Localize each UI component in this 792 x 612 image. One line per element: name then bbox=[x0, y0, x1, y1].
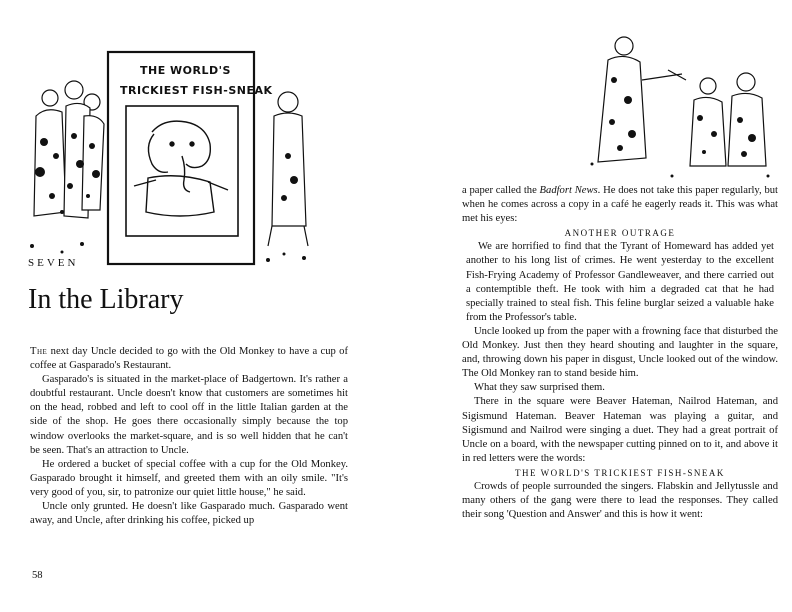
chapter-title: In the Library bbox=[28, 284, 184, 315]
paragraph: Crowds of people surrounded the singers. Flabskin and Jellytussle and many others of the gang were there to lead the responses. They called their song 'Question and Answer' and this is how it went: bbox=[462, 480, 778, 521]
chapter-illustration bbox=[22, 46, 334, 272]
paragraph: We are horrified to find that the Tyrant of Homeward has added yet another to his long list of crimes. He went yesterday to the excellent Fish-Frying Academy of Professor Gandleweaver, and there carried out a contemptible theft. He took with him a degraded cat that he had specially trained to steal fish. This feline burglar seized a valuable hake from the Professor's table. bbox=[466, 241, 774, 323]
left-body-text bbox=[30, 345, 348, 528]
paragraph: Uncle only grunted. He doesn't like Gasparado much. Gasparado went away, and Uncle, after drinking his coffee, picked up bbox=[30, 501, 348, 527]
paragraph: Gasparado's is situated in the market-place of Badgertown. It's rather a doubtful restaurant. Uncle doesn't know that customers are sometimes hit on the head, robbed and left to cool off in the little Italian garden at the side of the shop. He goes there occasionally simply because the top window overlooks the market-square, and is so well hidden that he can't be seen. That's an attraction to Uncle. bbox=[30, 374, 348, 456]
paragraph: Uncle looked up from the paper with a frowning face that disturbed the Old Monkey. Just then they heard shouting and laughter in the square, and, throwing down his paper in disgust, Uncle looked out of the window. The Old Monkey ran to stand beside him. bbox=[462, 325, 778, 380]
paragraph: He ordered a bucket of special coffee with a cup for the Old Monkey. Gasparado brought it himself, and greeted them with an oily smile. "It's very good of you, sir, to patronize our quiet little house," he said. bbox=[30, 458, 348, 498]
page-number: 58 bbox=[32, 570, 43, 581]
paragraph bbox=[462, 184, 778, 226]
paragraph-text: next day Uncle decided to go with the Old Monkey to have a cup of coffee at Gasparado's Restaurant. bbox=[30, 346, 348, 372]
section-heading: ANOTHER OUTRAGE bbox=[564, 228, 676, 239]
sign-text-line-2: TRICKIEST FISH-SNEAK bbox=[120, 84, 273, 97]
paragraph: What they saw surprised them. bbox=[474, 382, 605, 394]
singers-illustration bbox=[572, 30, 784, 186]
paragraph-text: a paper called the bbox=[462, 185, 540, 196]
figure-right-sketch bbox=[268, 92, 308, 246]
chapter-number: SEVEN bbox=[28, 257, 79, 269]
lead-word: The bbox=[30, 346, 48, 357]
paragraph: There in the square were Beaver Hateman, Nailrod Hateman, and Sigismund Hateman. Beaver Hateman was playing a guitar, and Sigismund and Nailrod were singing a duet. They had a great portrait of Uncle on a board, with the newspaper cutting pinned on to it, and above it in red letters were the words: bbox=[462, 396, 778, 464]
sign-text-line-1: THE WORLD'S bbox=[140, 64, 231, 77]
newspaper-excerpt bbox=[466, 240, 774, 325]
crowd-left-sketch bbox=[34, 81, 104, 218]
paragraph-text: . He does not take this paper regularly, but when he comes across a copy in a café he eagerly reads it. This was what met his eyes: bbox=[462, 185, 778, 225]
newspaper-name: Badfort News bbox=[539, 185, 598, 196]
right-body-text bbox=[462, 184, 778, 522]
section-heading: THE WORLD'S TRICKIEST FISH-SNEAK bbox=[515, 467, 725, 478]
paragraph bbox=[30, 345, 348, 373]
